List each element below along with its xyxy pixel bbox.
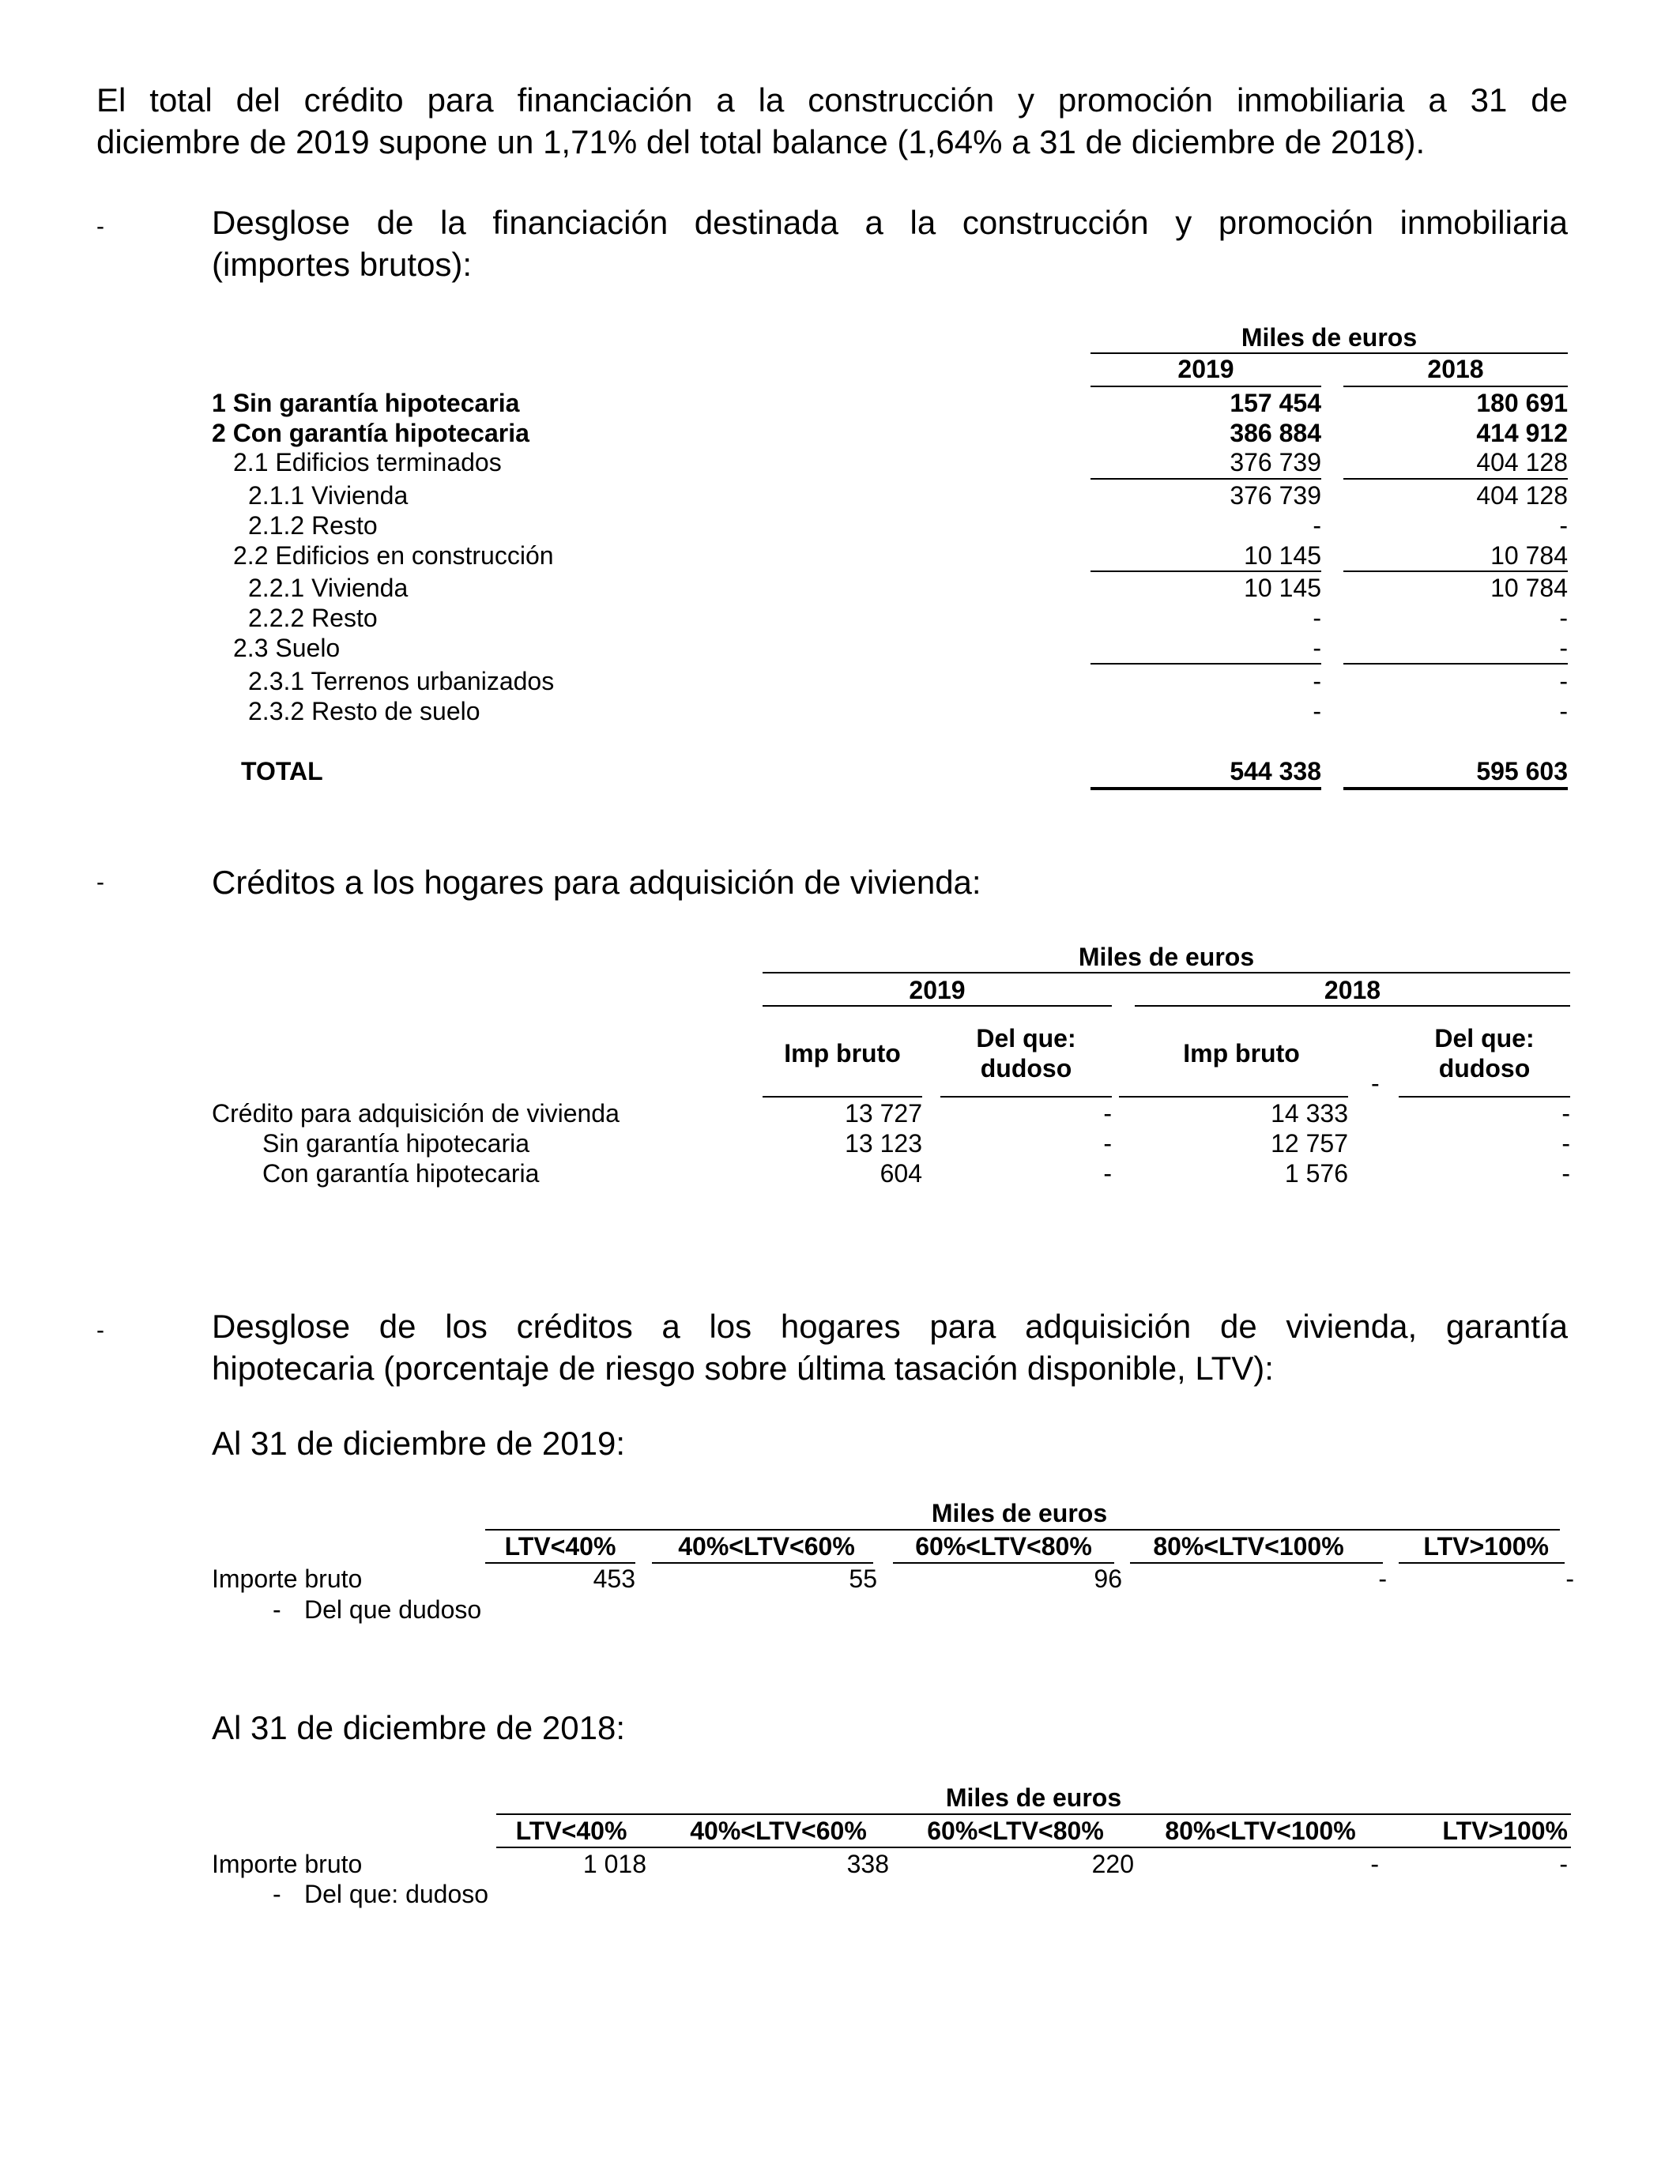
table2-year-rule-2018 <box>1135 1005 1570 1007</box>
table2-col-del-2018-line2: dudoso <box>1438 1054 1531 1083</box>
table1-row-2018: - <box>1559 604 1568 632</box>
table1-row-2019: 10 145 <box>1244 541 1321 570</box>
ltv2018-row2-label: Del que: dudoso <box>304 1880 489 1908</box>
table1-row-2018: - <box>1559 667 1568 695</box>
section2-bullet: - <box>96 869 104 895</box>
table1-subtotal-rule <box>1343 478 1568 480</box>
table1-row-2018: - <box>1559 511 1568 540</box>
table1-subtotal-rule <box>1090 663 1321 665</box>
section3-title-line-1: Desglose de los créditos a los hogares para adquisición de vivienda, garantía <box>212 1308 1568 1345</box>
table1-row-label: 2.3.2 Resto de suelo <box>248 697 480 725</box>
table1-row-label: 2.3.1 Terrenos urbanizados <box>248 667 555 695</box>
ltv2019-value: 55 <box>849 1565 877 1593</box>
table1-row-2019: 10 145 <box>1244 574 1321 602</box>
table1-row-label: 2.2.1 Vivienda <box>248 574 409 602</box>
ltv2019-row2-label: Del que dudoso <box>304 1595 482 1624</box>
ltv2018-value: - <box>1559 1850 1568 1878</box>
ltv2018-row2-bullet: - <box>273 1880 281 1908</box>
table1-row-2018: 180 691 <box>1476 389 1568 417</box>
table1-subtotal-rule <box>1343 570 1568 572</box>
table2-row-del-2018: - <box>1561 1159 1570 1188</box>
section2-title: Créditos a los hogares para adquisición de vivienda: <box>212 864 981 901</box>
table2-year-2019: 2019 <box>909 976 966 1004</box>
ltv2018-col: 40%<LTV<60% <box>690 1817 867 1845</box>
table1-row-2019: - <box>1313 604 1321 632</box>
ltv2019-col: LTV<40% <box>504 1532 616 1561</box>
table1-total-rule <box>1343 787 1568 790</box>
table2-row-imp-2019: 604 <box>880 1159 922 1188</box>
ltv2019-heading: Al 31 de diciembre de 2019: <box>212 1425 626 1462</box>
ltv2019-value: 96 <box>1094 1565 1122 1593</box>
table2-col-imp-2019: Imp bruto <box>784 1039 901 1068</box>
table1-row-2019: - <box>1313 634 1321 662</box>
ltv2019-unit-rule <box>485 1529 1560 1531</box>
table1-year-rule-2018 <box>1343 386 1568 387</box>
table1-year-2019: 2019 <box>1177 355 1234 383</box>
table2-col-del-2018-line1: Del que: <box>1434 1024 1535 1052</box>
table2-row-label: Crédito para adquisición de vivienda <box>212 1099 620 1128</box>
table1-total-2018: 595 603 <box>1476 757 1568 785</box>
table1-row-label: 2.2.2 Resto <box>248 604 378 632</box>
table1-subtotal-rule <box>1090 570 1321 572</box>
table1-row-2018: - <box>1559 697 1568 725</box>
ltv2018-col: LTV>100% <box>1442 1817 1568 1845</box>
table1-row-label: 2.1 Edificios terminados <box>233 448 502 476</box>
section1-title-line-2: (importes brutos): <box>212 246 473 283</box>
ltv2018-row-label: Importe bruto <box>212 1850 363 1878</box>
table1-row-label: 2.3 Suelo <box>233 634 341 662</box>
table2-row-imp-2019: 13 123 <box>845 1129 922 1158</box>
table1-total-2019: 544 338 <box>1230 757 1321 785</box>
ltv2019-unit-header: Miles de euros <box>931 1499 1108 1527</box>
ltv2018-value: - <box>1370 1850 1379 1878</box>
table1-row-2019: 376 739 <box>1230 481 1321 510</box>
table1-unit-header: Miles de euros <box>1241 323 1418 352</box>
section3-bullet: - <box>96 1317 104 1343</box>
table1-row-label: 2.1.2 Resto <box>248 511 378 540</box>
table1-row-2019: - <box>1313 511 1321 540</box>
table2-year-rule-2019 <box>763 1005 1112 1007</box>
table1-row-2019: 376 739 <box>1230 448 1321 476</box>
table2-col-rule <box>763 1096 922 1098</box>
ltv2018-col: LTV<40% <box>515 1817 627 1845</box>
table2-row-del-2019: - <box>1103 1099 1112 1128</box>
table2-col-rule <box>940 1096 1112 1098</box>
table2-row-del-2018: - <box>1561 1129 1570 1158</box>
table1-row-label: 2.1.1 Vivienda <box>248 481 409 510</box>
table1-row-2018: 10 784 <box>1490 574 1568 602</box>
section3-title-line-2: hipotecaria (porcentaje de riesgo sobre última tasación disponible, LTV): <box>212 1350 1274 1387</box>
table2-row-imp-2018: 1 576 <box>1284 1159 1348 1188</box>
table2-row-del-2019: - <box>1103 1129 1112 1158</box>
table1-row-label: 1 Sin garantía hipotecaria <box>212 389 520 417</box>
table2-row-imp-2018: 14 333 <box>1271 1099 1348 1128</box>
ltv2019-value: - <box>1565 1565 1574 1593</box>
table2-row-imp-2019: 13 727 <box>845 1099 922 1128</box>
table1-row-label: 2 Con garantía hipotecaria <box>212 419 529 447</box>
ltv2019-row2-bullet: - <box>273 1595 281 1624</box>
table1-row-2019: 386 884 <box>1230 419 1321 447</box>
table2-col-del-2019-line2: dudoso <box>980 1054 1072 1083</box>
ltv2018-value: 1 018 <box>582 1850 646 1878</box>
table2-row-label: Con garantía hipotecaria <box>262 1159 540 1188</box>
table1-row-2018: 414 912 <box>1476 419 1568 447</box>
ltv2018-col: 80%<LTV<100% <box>1165 1817 1356 1845</box>
ltv2018-col-rule <box>496 1847 1571 1848</box>
table2-col-del-2019-line1: Del que: <box>976 1024 1076 1052</box>
table1-subtotal-rule <box>1090 478 1321 480</box>
intro-line-1: El total del crédito para financiación a la construcción y promoción inmobiliaria a 31 de <box>96 81 1568 119</box>
table1-total-label: TOTAL <box>241 757 323 785</box>
ltv2019-value: - <box>1378 1565 1387 1593</box>
intro-line-2: diciembre de 2019 supone un 1,71% del total balance (1,64% a 31 de diciembre de 2018). <box>96 123 1426 160</box>
table1-subtotal-rule <box>1343 663 1568 665</box>
table2-row-del-2018: - <box>1561 1099 1570 1128</box>
table2-col-rule <box>1399 1096 1570 1098</box>
table2-year-2018: 2018 <box>1324 976 1381 1004</box>
ltv2018-col: 60%<LTV<80% <box>927 1817 1104 1845</box>
ltv2019-row-label: Importe bruto <box>212 1565 363 1593</box>
ltv2019-col: 40%<LTV<60% <box>678 1532 855 1561</box>
section1-title-line-1: Desglose de la financiación destinada a la construcción y promoción inmobiliaria <box>212 204 1568 241</box>
table2-row-del-2019: - <box>1103 1159 1112 1188</box>
ltv2019-value: 453 <box>593 1565 635 1593</box>
table2-unit-rule <box>763 972 1570 973</box>
table2-row-imp-2018: 12 757 <box>1271 1129 1348 1158</box>
table1-row-2018: 404 128 <box>1476 481 1568 510</box>
ltv2018-unit-rule <box>496 1813 1571 1815</box>
table1-row-label: 2.2 Edificios en construcción <box>233 541 554 570</box>
table1-row-2019: - <box>1313 667 1321 695</box>
table2-unit-header: Miles de euros <box>1078 943 1255 971</box>
ltv2018-value: 338 <box>846 1850 889 1878</box>
table1-row-2019: 157 454 <box>1230 389 1321 417</box>
table1-total-rule <box>1090 787 1321 790</box>
section1-bullet: - <box>96 213 104 239</box>
table2-row-label: Sin garantía hipotecaria <box>262 1129 529 1158</box>
table1-row-2018: 10 784 <box>1490 541 1568 570</box>
ltv2018-unit-header: Miles de euros <box>945 1783 1122 1812</box>
ltv2019-col: 60%<LTV<80% <box>915 1532 1092 1561</box>
table1-row-2018: - <box>1559 634 1568 662</box>
ltv2018-value: 220 <box>1091 1850 1134 1878</box>
table1-row-2019: - <box>1313 697 1321 725</box>
table2-col-imp-2018: Imp bruto <box>1183 1039 1300 1068</box>
table2-col-rule <box>1119 1096 1348 1098</box>
ltv2019-col: 80%<LTV<100% <box>1153 1532 1344 1561</box>
table1-row-2018: 404 128 <box>1476 448 1568 476</box>
ltv2019-col: LTV>100% <box>1423 1532 1549 1561</box>
table2-header-dash: - <box>1371 1069 1380 1098</box>
table1-year-2018: 2018 <box>1427 355 1484 383</box>
ltv2018-heading: Al 31 de diciembre de 2018: <box>212 1709 626 1746</box>
table1-year-rule-2019 <box>1090 386 1321 387</box>
